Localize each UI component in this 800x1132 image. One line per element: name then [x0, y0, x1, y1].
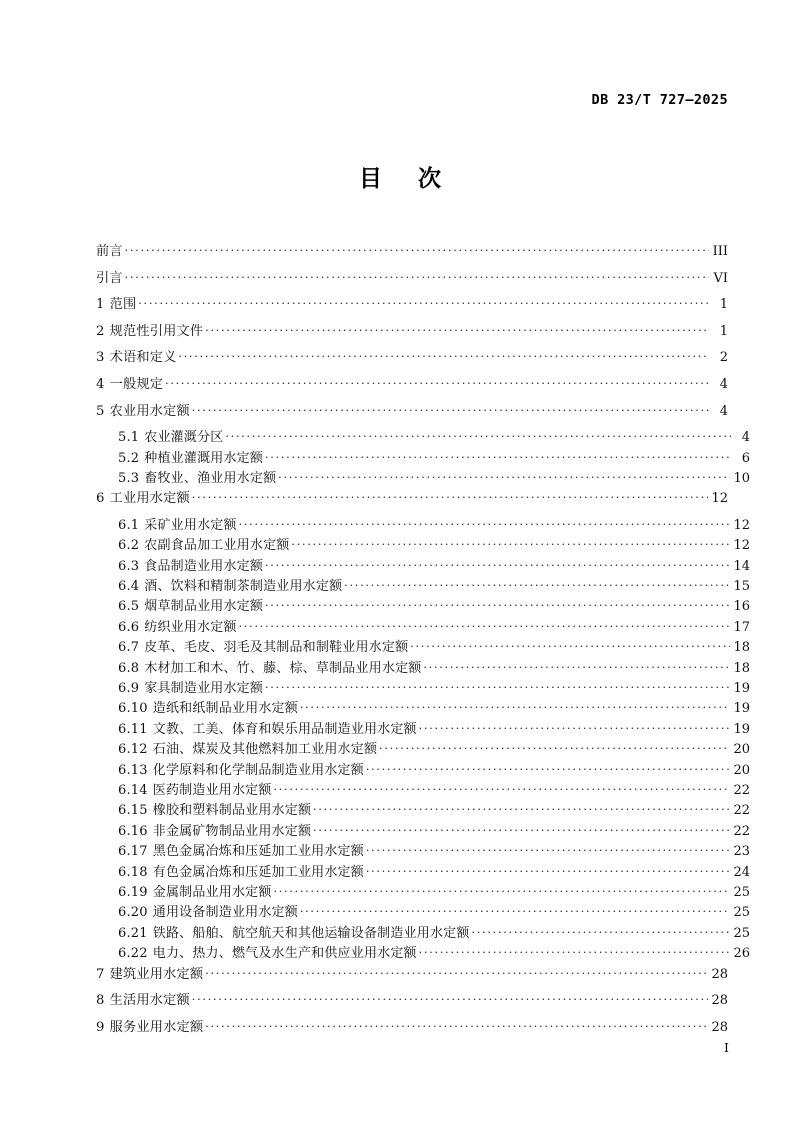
toc-entry-label: [118, 738, 377, 757]
toc-entry-number: 3: [96, 350, 105, 366]
toc-entry-number: 6.10: [118, 701, 148, 717]
toc-entry-title: 酒、饮料和精制茶制造业用水定额: [144, 578, 343, 594]
toc-entry[interactable]: [96, 799, 750, 819]
toc-entry-page-number: 28: [711, 966, 728, 982]
toc-entry-number: 6.7: [118, 640, 140, 656]
toc-entry[interactable]: [96, 240, 728, 267]
toc-entry-label: [118, 779, 272, 798]
toc-leader-dots: [165, 375, 709, 388]
toc-leader-dots: [313, 822, 730, 835]
toc-entry-number: 9: [96, 1019, 105, 1035]
toc-leader-dots: [366, 842, 731, 855]
toc-entry-title: 前言: [96, 243, 123, 258]
toc-entry-page-number: 19: [733, 681, 750, 697]
toc-entry-page-number: 12: [711, 491, 728, 507]
toc-leader-dots: [138, 295, 709, 308]
toc-entry[interactable]: [96, 320, 728, 347]
toc-entry[interactable]: [96, 575, 750, 595]
toc-leader-dots: [313, 801, 730, 814]
toc-entry-number: 6.15: [118, 803, 148, 819]
toc-entry-number: 7: [96, 966, 105, 982]
toc-entry-title: 农业用水定额: [109, 402, 190, 418]
toc-entry-page-number: 10: [733, 470, 750, 486]
toc-entry-page-number: 16: [733, 599, 750, 615]
toc-entry-label: [96, 293, 136, 312]
toc-entry-page-number: 18: [733, 640, 750, 656]
toc-leader-dots: [274, 883, 731, 896]
toc-entry-page-number: 23: [733, 844, 750, 860]
toc-entry[interactable]: [96, 487, 728, 514]
toc-leader-dots: [125, 268, 709, 281]
toc-entry-number: 5.1: [118, 430, 140, 446]
toc-leader-dots: [205, 964, 708, 977]
toc-entry-number: 6.4: [118, 579, 140, 595]
toc-entry-title: 引言: [96, 269, 123, 285]
toc-entry-title: 一般规定: [109, 375, 164, 391]
toc-entry-title: 烟草制品业用水定额: [144, 598, 264, 614]
toc-entry-page-number: 20: [733, 742, 750, 758]
toc-entry-label: [118, 677, 263, 696]
toc-entry-label: [118, 759, 364, 778]
table-of-contents: [96, 240, 750, 1042]
toc-leader-dots: [265, 449, 731, 462]
toc-entry-page-number: 12: [733, 517, 750, 533]
toc-entry-label: [118, 447, 263, 466]
toc-entry-number: 5.3: [118, 470, 140, 486]
page-folio: I: [724, 1040, 729, 1055]
toc-entry-title: 黑色金属冶炼和压延加工业用水定额: [152, 843, 364, 859]
toc-entry[interactable]: [96, 514, 750, 534]
toc-leader-dots: [274, 781, 731, 794]
toc-leader-dots: [344, 577, 730, 590]
toc-entry-label: [96, 963, 203, 982]
toc-entry[interactable]: [96, 840, 750, 860]
toc-entry-title: 文教、工美、体育和娱乐用品制造业用水定额: [152, 720, 417, 736]
toc-entry-page-number: 25: [733, 884, 750, 900]
toc-entry-page-number: 2: [719, 350, 728, 366]
toc-entry-page-number: 19: [733, 721, 750, 737]
toc-entry-page-number: 22: [733, 783, 750, 798]
toc-entry-page-number: 4: [719, 403, 728, 419]
toc-entry-label: [118, 901, 298, 920]
toc-entry-label: [96, 267, 123, 286]
toc-entry-title: 橡胶和塑料制品业用水定额: [152, 802, 312, 818]
toc-entry-page-number: 1: [719, 323, 728, 339]
toc-leader-dots: [419, 944, 731, 957]
toc-entry-page-number: 15: [733, 579, 750, 595]
toc-entry-page-number: 18: [733, 660, 750, 676]
toc-leader-dots: [423, 659, 730, 672]
toc-entry-label: [118, 534, 289, 553]
toc-entry-number: 6.16: [118, 823, 148, 839]
toc-entry-page-number: 22: [733, 823, 750, 839]
toc-entry-page-number: 14: [733, 558, 750, 574]
toc-entry-page-number: 19: [733, 701, 750, 717]
toc-entry-label: [96, 400, 190, 419]
toc-entry-page-number: 28: [711, 993, 728, 1009]
toc-leader-dots: [239, 516, 731, 529]
toc-leader-dots: [379, 740, 730, 753]
toc-entry-title: 电力、热力、燃气及水生产和供应业用水定额: [152, 945, 417, 961]
toc-entry-title: 皮革、毛皮、羽毛及其制品和制鞋业用水定额: [144, 639, 409, 655]
toc-entry[interactable]: [96, 718, 750, 738]
toc-entry-label: [118, 426, 223, 445]
toc-leader-dots: [419, 720, 731, 733]
toc-entry[interactable]: [96, 595, 750, 615]
toc-entry[interactable]: [96, 963, 728, 990]
toc-leader-dots: [205, 322, 709, 335]
toc-entry-title: 范围: [109, 296, 137, 312]
toc-leader-dots: [366, 863, 731, 876]
toc-entry-page-number: 4: [741, 430, 750, 446]
toc-entry-page-number: 25: [733, 905, 750, 921]
toc-entry-number: 6.20: [118, 905, 148, 921]
toc-entry-label: [96, 1016, 203, 1035]
toc-entry-page-number: 1: [719, 297, 728, 313]
toc-entry[interactable]: [96, 400, 728, 427]
toc-entry-title: 医药制造业用水定额: [152, 782, 272, 797]
toc-leader-dots: [300, 903, 731, 916]
toc-entry-title: 造纸和纸制品业用水定额: [152, 700, 298, 716]
toc-entry-title: 生活用水定额: [109, 992, 190, 1008]
toc-entry[interactable]: [96, 447, 750, 467]
toc-entry-title: 食品制造业用水定额: [144, 557, 264, 573]
toc-entry-number: 6.11: [118, 721, 148, 737]
toc-entry[interactable]: [96, 820, 750, 840]
toc-entry-title: 农业灌溉分区: [144, 429, 224, 445]
toc-entry-number: 6.17: [118, 844, 148, 860]
toc-entry-label: [118, 514, 237, 533]
toc-leader-dots: [472, 924, 731, 937]
toc-entry-title: 家具制造业用水定额: [144, 680, 264, 696]
toc-leader-dots: [300, 699, 731, 712]
toc-entry-number: 1: [96, 297, 105, 313]
toc-entry-page-number: 22: [733, 803, 750, 819]
toc-entry-number: 6.12: [118, 742, 148, 758]
toc-entry-title: 纺织业用水定额: [144, 618, 237, 634]
toc-entry[interactable]: [96, 942, 750, 962]
page-title: 目 次: [358, 166, 455, 192]
toc-entry-title: 农副食品加工业用水定额: [144, 537, 290, 553]
toc-entry-title: 建筑业用水定额: [109, 965, 204, 981]
toc-entry-page-number: 25: [733, 925, 750, 941]
toc-entry[interactable]: [96, 677, 750, 697]
toc-entry-title: 术语和定义: [109, 349, 177, 365]
toc-entry-label: [118, 575, 342, 594]
toc-entry-title: 工业用水定额: [109, 490, 190, 506]
toc-entry-title: 采矿业用水定额: [144, 516, 237, 532]
toc-entry[interactable]: [96, 1016, 728, 1043]
toc-entry-number: 6.2: [118, 538, 140, 554]
toc-entry-label: [118, 820, 311, 839]
toc-entry[interactable]: [96, 779, 750, 799]
toc-entry[interactable]: [96, 373, 728, 400]
toc-entry[interactable]: [96, 738, 750, 758]
toc-entry-title: 石油、煤炭及其他燃料加工业用水定额: [152, 741, 378, 757]
toc-leader-dots: [192, 489, 709, 502]
toc-entry-label: [118, 657, 421, 676]
toc-entry[interactable]: [96, 346, 728, 373]
toc-entry-title: 金属制品业用水定额: [152, 883, 272, 899]
toc-entry-page-number: 28: [711, 1019, 728, 1035]
toc-entry[interactable]: [96, 636, 750, 656]
toc-entry-label: [118, 718, 417, 737]
toc-entry-number: 6.3: [118, 558, 140, 574]
toc-leader-dots: [366, 761, 731, 774]
toc-entry[interactable]: [96, 922, 750, 942]
toc-leader-dots: [410, 638, 730, 651]
toc-entry-label: [118, 616, 237, 635]
toc-leader-dots: [179, 348, 709, 361]
toc-entry-label: [118, 922, 470, 941]
toc-entry-page-number: 6: [741, 450, 750, 466]
toc-leader-dots: [291, 536, 730, 549]
toc-entry-title: 非金属矿物制品业用水定额: [152, 822, 312, 838]
toc-entry-number: 6.9: [118, 681, 140, 697]
toc-entry-page-number: VI: [713, 270, 728, 286]
toc-entry-number: 6.8: [118, 660, 140, 676]
toc-entry[interactable]: [96, 426, 750, 446]
toc-entry[interactable]: [96, 467, 750, 487]
toc-entry[interactable]: [96, 901, 750, 921]
toc-entry[interactable]: [96, 989, 728, 1016]
toc-entry-number: 6.19: [118, 884, 148, 900]
toc-entry-label: [118, 555, 263, 574]
toc-entry-title: 铁路、船舶、航空航天和其他运输设备制造业用水定额: [152, 924, 470, 940]
toc-entry[interactable]: [96, 534, 750, 554]
toc-entry-page-number: 4: [719, 376, 728, 392]
toc-entry[interactable]: [96, 657, 750, 677]
toc-leader-dots: [265, 597, 730, 610]
toc-leader-dots: [265, 679, 730, 692]
toc-leader-dots: [225, 428, 731, 441]
toc-entry-number: 6.22: [118, 946, 148, 962]
toc-entry-page-number: 17: [733, 619, 750, 635]
toc-entry-label: [118, 467, 276, 486]
toc-entry-page-number: 12: [733, 538, 750, 554]
toc-entry-page-number: 24: [733, 864, 750, 880]
toc-entry-label: [118, 881, 272, 900]
toc-entry-label: [96, 989, 190, 1008]
toc-entry-number: 4: [96, 376, 105, 392]
toc-entry-number: 6.21: [118, 925, 148, 941]
toc-leader-dots: [192, 991, 709, 1004]
toc-entry-number: 6.18: [118, 864, 148, 880]
toc-entry-number: 6.13: [118, 762, 148, 778]
toc-entry-label: [118, 799, 311, 818]
toc-entry-title: 木材加工和木、竹、藤、棕、草制品业用水定额: [144, 659, 422, 675]
toc-entry[interactable]: [96, 267, 728, 294]
toc-entry-number: 8: [96, 993, 105, 1009]
toc-leader-dots: [125, 242, 709, 255]
toc-entry-title: 规范性引用文件: [109, 322, 204, 338]
toc-entry-label: [96, 487, 190, 506]
toc-entry[interactable]: [96, 861, 750, 881]
toc-entry-label: [118, 942, 417, 961]
toc-entry-title: 有色金属冶炼和压延加工业用水定额: [152, 863, 364, 879]
toc-entry[interactable]: [96, 697, 750, 717]
toc-entry-title: 畜牧业、渔业用水定额: [144, 469, 277, 485]
toc-entry-label: [118, 840, 364, 859]
toc-entry-label: [96, 320, 203, 339]
toc-entry-title: 种植业灌溉用水定额: [144, 449, 264, 465]
toc-entry-number: 6.5: [118, 599, 140, 615]
toc-leader-dots: [205, 1018, 708, 1031]
toc-entry-label: [118, 861, 364, 880]
toc-entry-number: 2: [96, 323, 105, 339]
toc-entry-label: [118, 636, 408, 655]
toc-entry-label: [118, 595, 263, 614]
toc-entry[interactable]: [96, 616, 750, 636]
toc-entry-number: 5.2: [118, 450, 140, 466]
toc-entry-label: [96, 240, 123, 259]
toc-entry-label: [118, 697, 298, 716]
standard-number-header: DB 23/T 727—2025: [591, 92, 728, 108]
toc-entry-page-number: 26: [733, 946, 750, 962]
toc-entry[interactable]: [96, 293, 728, 320]
toc-leader-dots: [192, 401, 709, 414]
toc-entry[interactable]: [96, 555, 750, 575]
toc-leader-dots: [278, 469, 730, 482]
toc-entry[interactable]: [96, 759, 750, 779]
toc-entry-page-number: 20: [733, 762, 750, 778]
toc-entry-title: 化学原料和化学制品制造业用水定额: [152, 761, 364, 777]
toc-entry-label: [96, 373, 163, 392]
toc-entry-number: 5: [96, 403, 105, 419]
toc-leader-dots: [265, 557, 730, 570]
toc-leader-dots: [239, 618, 731, 631]
toc-entry-number: 6.6: [118, 619, 140, 635]
toc-entry-label: [96, 346, 177, 365]
toc-entry[interactable]: [96, 881, 750, 901]
toc-entry-number: 6: [96, 491, 105, 507]
toc-entry-number: 6.14: [118, 783, 148, 798]
toc-entry-number: 6.1: [118, 517, 140, 533]
toc-entry-title: 通用设备制造业用水定额: [152, 904, 298, 920]
toc-entry-title: 服务业用水定额: [109, 1018, 204, 1034]
toc-entry-page-number: III: [712, 244, 728, 259]
